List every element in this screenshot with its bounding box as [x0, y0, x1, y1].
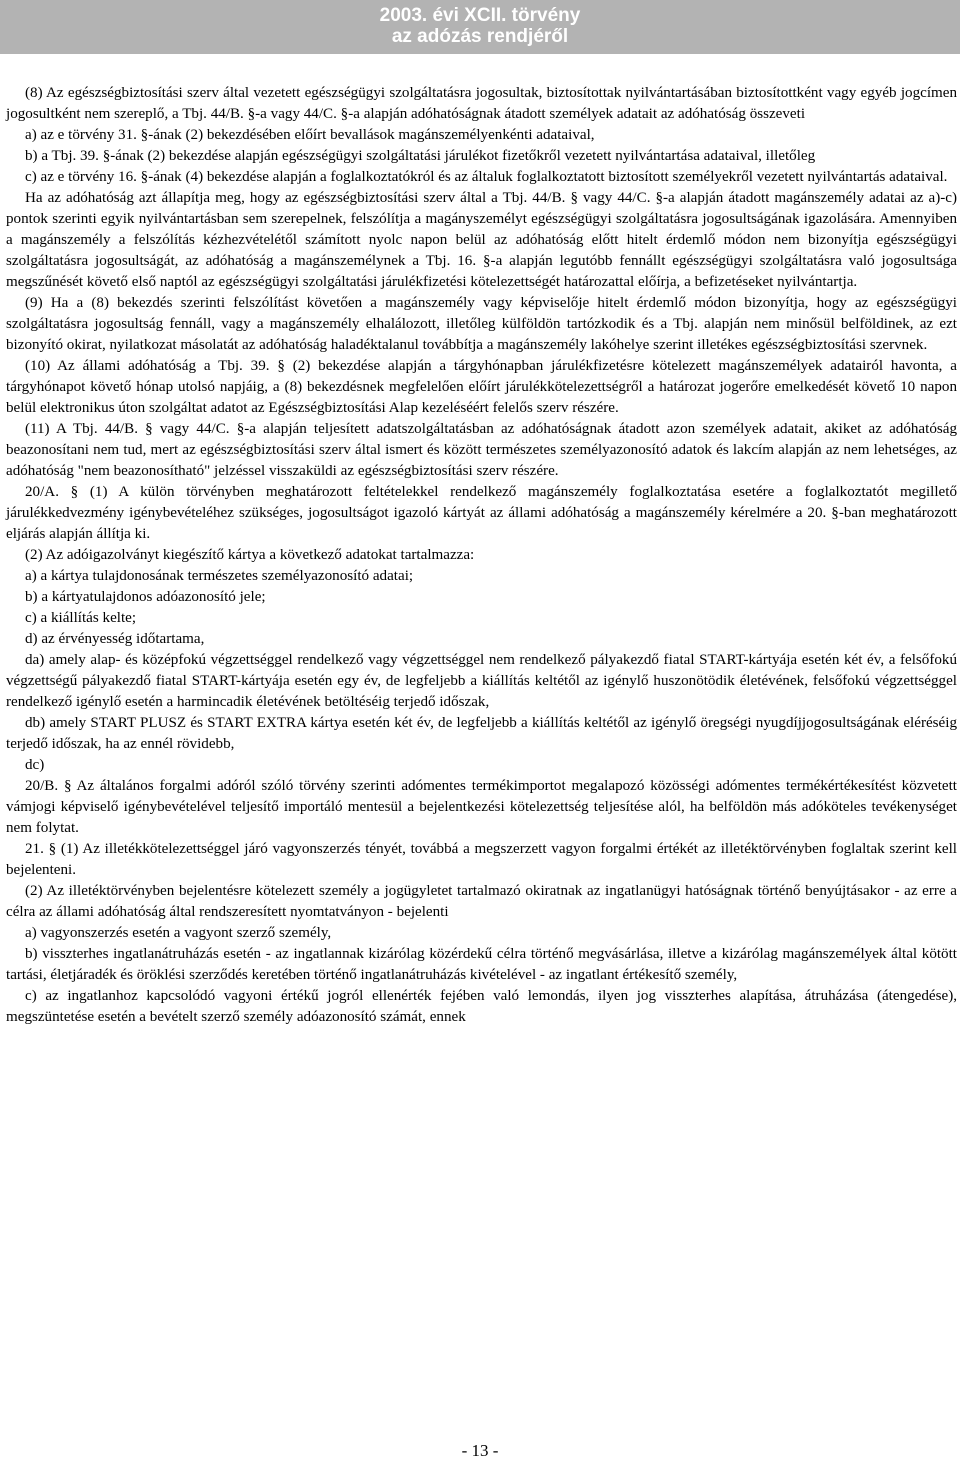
- header-title: 2003. évi XCII. törvény: [379, 5, 581, 26]
- header-subtitle: az adózás rendjéről: [391, 26, 569, 47]
- paragraph: (2) Az adóigazolványt kiegészítő kártya a következő adatokat tartalmazza:: [25, 547, 475, 563]
- paragraph: (2) Az illetéktörvényben bejelentésre kötelezett személy a jogügyletet tartalmazó okiratnak az ingatlanügyi hatóságnak történő benyújtásakor - az erre a célra az állami adóhatóság által rendszeresített nyomtatványon - bejelenti: [6, 883, 957, 920]
- paragraph: b) visszterhes ingatlanátruházás esetén - az ingatlannak kizárólag közérdekű célra történő megvásárlása, illetve a kizárólag magánszemélyek által kötött tartási, életjáradék és öröklési szerződés keretében történő ingatlanátruházás kivételével - az ingatlant értékesítő személy,: [6, 946, 957, 983]
- paragraph: 20/A. § (1) A külön törvényben meghatározott feltételekkel rendelkező magánszemély foglalkoztatása esetére a foglalkoztatót megillető járulékkedvezmény igénybevételéhez szükséges, jogosultságot igazoló kártyát az állami adóhatóság a magánszemély kérelmére a 20. §-ban meghatározott eljárás alapján állítja ki.: [6, 484, 957, 542]
- paragraph: 20/B. § Az általános forgalmi adóról szóló törvény szerinti adómentes termékimportot megalapozó közösségi adómentes termékértékesítést közvetett vámjogi képviselő igénybevételével teljesítő importáló mentesül a bejelentkezési kötelezettség teljesítése alól, ha belföldön más adóköteles tevékenységet nem folytat.: [6, 778, 957, 836]
- paragraph: b) a kártyatulajdonos adóazonosító jele;: [25, 589, 266, 605]
- paragraph: c) az e törvény 16. §-ának (4) bekezdése alapján a foglalkoztatókról és az általuk foglalkoztatott biztosított személyekről vezetett nyilvántartás adataival.: [25, 169, 948, 185]
- paragraph: (11) A Tbj. 44/B. § vagy 44/C. §-a alapján teljesített adatszolgáltatásban az adóhatóságnak átadott azon személyek adatait, akiket az adóhatóság beazonosítani nem tud, mert az egészségbiztosítási szerv által ismert és között természetes személyazonosító adatok és lakcím alapján az nem lehetséges, az adóhatóság "nem beazonosítható" jelzéssel visszaküldi az egészségbiztosítási szerv részére.: [6, 421, 957, 479]
- paragraph: 21. § (1) Az illetékkötelezettséggel járó vagyonszerzés tényét, továbbá a megszerzett vagyon forgalmi értékét az illetéktörvényben foglaltak szerint kell bejelenteni.: [6, 841, 957, 878]
- paragraph: (8) Az egészségbiztosítási szerv által vezetett egészségügyi szolgáltatásra jogosultak, biztosítottak nyilvántartásában biztosítottként vagy egyéb jogcímen jogosultként nem szereplő, a Tbj. 44/B. §-a vagy 44/C. §-a alapján adóhatóságnak átadott személyek adatait az adóhatóság összeveti: [6, 85, 957, 122]
- paragraph: dc): [25, 757, 45, 773]
- paragraph: (9) Ha a (8) bekezdés szerinti felszólítást követően a magánszemély vagy képviselője hitelt érdemlő módon bizonyítja, hogy az egészségügyi szolgáltatásra jogosultság fennáll, vagy a magánszemély elhalálozott, illetőleg külföldön tartózkodik és a Tbj. alapján nem minősül belföldinek, az ezt bizonyító okirat, nyilatkozat másolatát az adóhatóság haladéktalanul továbbítja a magánszemély lakóhelye szerint illetékes egészségbiztosítási szervnek.: [6, 295, 957, 353]
- paragraph: da) amely alap- és középfokú végzettséggel rendelkező vagy végzettséggel nem rendelkező pályakezdő fiatal START-kártyája esetén két év, a felsőfokú végzettségű pályakezdő fiatal START-kártyája esetén egy év, de legfeljebb a kiállítás keltétől az igénylő huszonötödik életévének, felsőfokú végzettséggel rendelkező igénylő esetén a harmincadik életévének betöltéséig terjedő időszak,: [6, 652, 957, 710]
- paragraph: (10) Az állami adóhatóság a Tbj. 39. § (2) bekezdése alapján a tárgyhónapban járulékfizetésre kötelezett magánszemélyek adatairól havonta, a tárgyhónapot követő hónap utolsó napjáig, a (8) bekezdésnek megfelelően előírt járulékkötelezettségről a határozat jogerőre emelkedését követő 10 napon belül elektronikus úton szolgáltat adatot az Egészségbiztosítási Alap kezeléséért felelős szerv részére.: [6, 358, 957, 416]
- paragraph: d) az érvényesség időtartama,: [25, 631, 205, 647]
- document-header: [0, 0, 960, 54]
- paragraph: c) a kiállítás kelte;: [25, 610, 137, 626]
- paragraph: Ha az adóhatóság azt állapítja meg, hogy az egészségbiztosítási szerv által a Tbj. 44/B. § vagy 44/C. §-a alapján átadott magánszemély adatai az a)-c) pontok szerinti egyik nyilvántartásban sem szerepelnek, felszólítja a magányszemélyt egészségügyi szolgáltatásra jogosultságának igazolására. Amennyiben a magánszemély a felszólítás kézhezvételétől számított nyolc napon belül az adóhatóság előtt hitelt érdemlő módon nem bizonyítja egészségügyi szolgáltatásra jogosultságát, az adóhatóság a magánszemélynek a Tbj. 16. §-a alapján legutóbb fennállt egészségügyi szolgáltatásra való jogosultsága megszűnését követő első naptól az egészségügyi szolgáltatási járulékfizetési kötelezettségét határozattal előírja, a befizetéseket nyilvántartja.: [6, 190, 957, 290]
- document-body: [6, 83, 957, 1028]
- paragraph: a) a kártya tulajdonosának természetes személyazonosító adatai;: [25, 568, 414, 584]
- page-number: - 13 -: [461, 1441, 499, 1460]
- paragraph: a) az e törvény 31. §-ának (2) bekezdésében előírt bevallások magánszemélyenkénti adataival,: [25, 127, 595, 143]
- paragraph: b) a Tbj. 39. §-ának (2) bekezdése alapján egészségügyi szolgáltatási járulékot fizetőkről vezetett nyilvántartása adataival, illetőleg: [25, 148, 816, 164]
- paragraph: a) vagyonszerzés esetén a vagyont szerző személy,: [25, 925, 332, 941]
- paragraph: db) amely START PLUSZ és START EXTRA kártya esetén két év, de legfeljebb a kiállítás keltétől az igénylő öregségi nyugdíjjogosultságának eléréséig terjedő időszak, ha az ennél rövidebb,: [6, 715, 957, 752]
- paragraph: c) az ingatlanhoz kapcsolódó vagyoni értékű jogról ellenérték fejében való lemondás, ilyen jog visszterhes alapítása, átruházása (átengedése), megszüntetése esetén a bevételt szerző személy adóazonosító számát, ennek: [6, 988, 957, 1025]
